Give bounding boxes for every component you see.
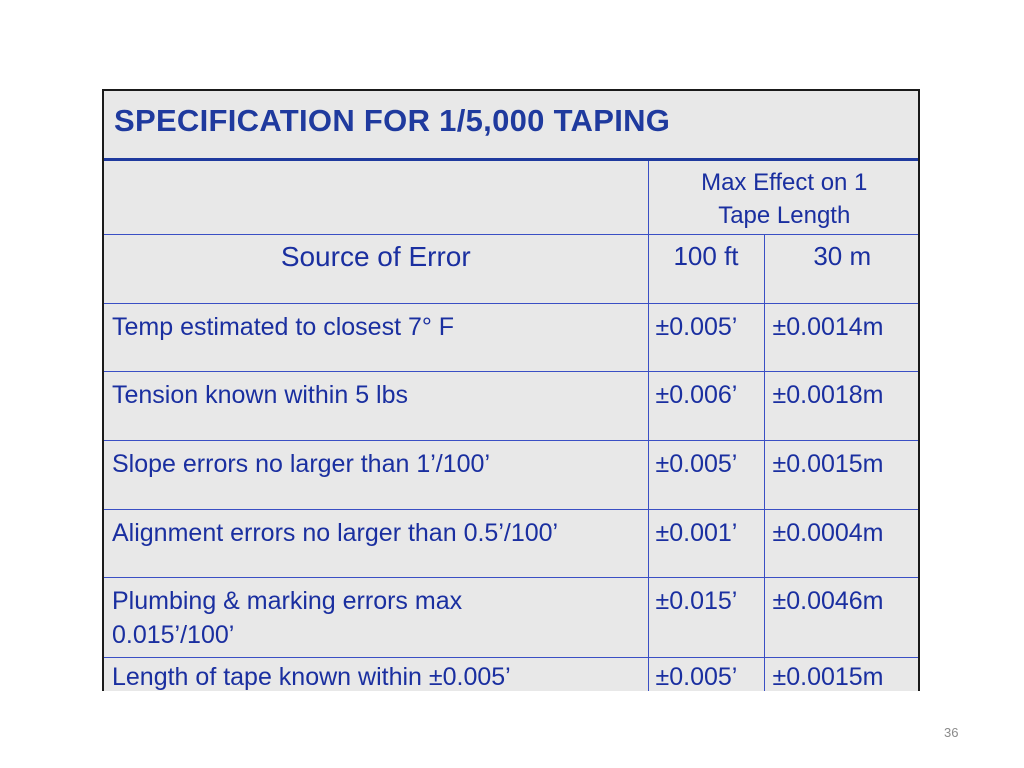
row-value-m: ±0.0015m (764, 657, 920, 691)
header-unit-30m: 30 m (764, 234, 920, 303)
row-value-ft: ±0.015’ (648, 577, 764, 657)
header-max-effect-line1: Max Effect on 1 (701, 168, 868, 196)
row-source: Slope errors no larger than 1’/100’ (104, 440, 648, 509)
header-max-effect (648, 159, 920, 234)
row-value-m: ±0.0004m (764, 509, 920, 577)
table-row (104, 303, 920, 371)
header-blank-cell (104, 159, 648, 234)
row-value-ft: ±0.006’ (648, 371, 764, 440)
row-value-m: ±0.0014m (764, 303, 920, 371)
header-max-effect-line2: Tape Length (718, 201, 851, 229)
row-source: Tension known within 5 lbs (104, 371, 648, 440)
table-row (104, 509, 920, 577)
table-row (104, 371, 920, 440)
table-row (104, 577, 920, 657)
table-title-row (104, 91, 920, 159)
row-source: Length of tape known within ±0.005’ (104, 657, 648, 691)
row-value-ft: ±0.005’ (648, 440, 764, 509)
header-source-of-error: Source of Error (104, 234, 648, 303)
table-row (104, 440, 920, 509)
row-value-ft: ±0.005’ (648, 657, 764, 691)
specification-table (104, 91, 920, 691)
header-unit-100ft: 100 ft (648, 234, 764, 303)
row-value-ft: ±0.005’ (648, 303, 764, 371)
table-title: SPECIFICATION FOR 1/5,000 TAPING (104, 91, 920, 159)
row-source: Alignment errors no larger than 0.5’/100’ (104, 509, 648, 577)
header-row-units (104, 234, 920, 303)
page-number: 36 (944, 725, 959, 740)
row-source: Temp estimated to closest 7° F (104, 303, 648, 371)
row-value-m: ±0.0046m (764, 577, 920, 657)
table-row (104, 657, 920, 691)
specification-table-frame (102, 89, 920, 691)
row-value-m: ±0.0018m (764, 371, 920, 440)
row-value-m: ±0.0015m (764, 440, 920, 509)
row-value-ft: ±0.001’ (648, 509, 764, 577)
header-row-max-effect (104, 159, 920, 234)
row-source: Plumbing & marking errors max 0.015’/100’ (104, 577, 648, 657)
